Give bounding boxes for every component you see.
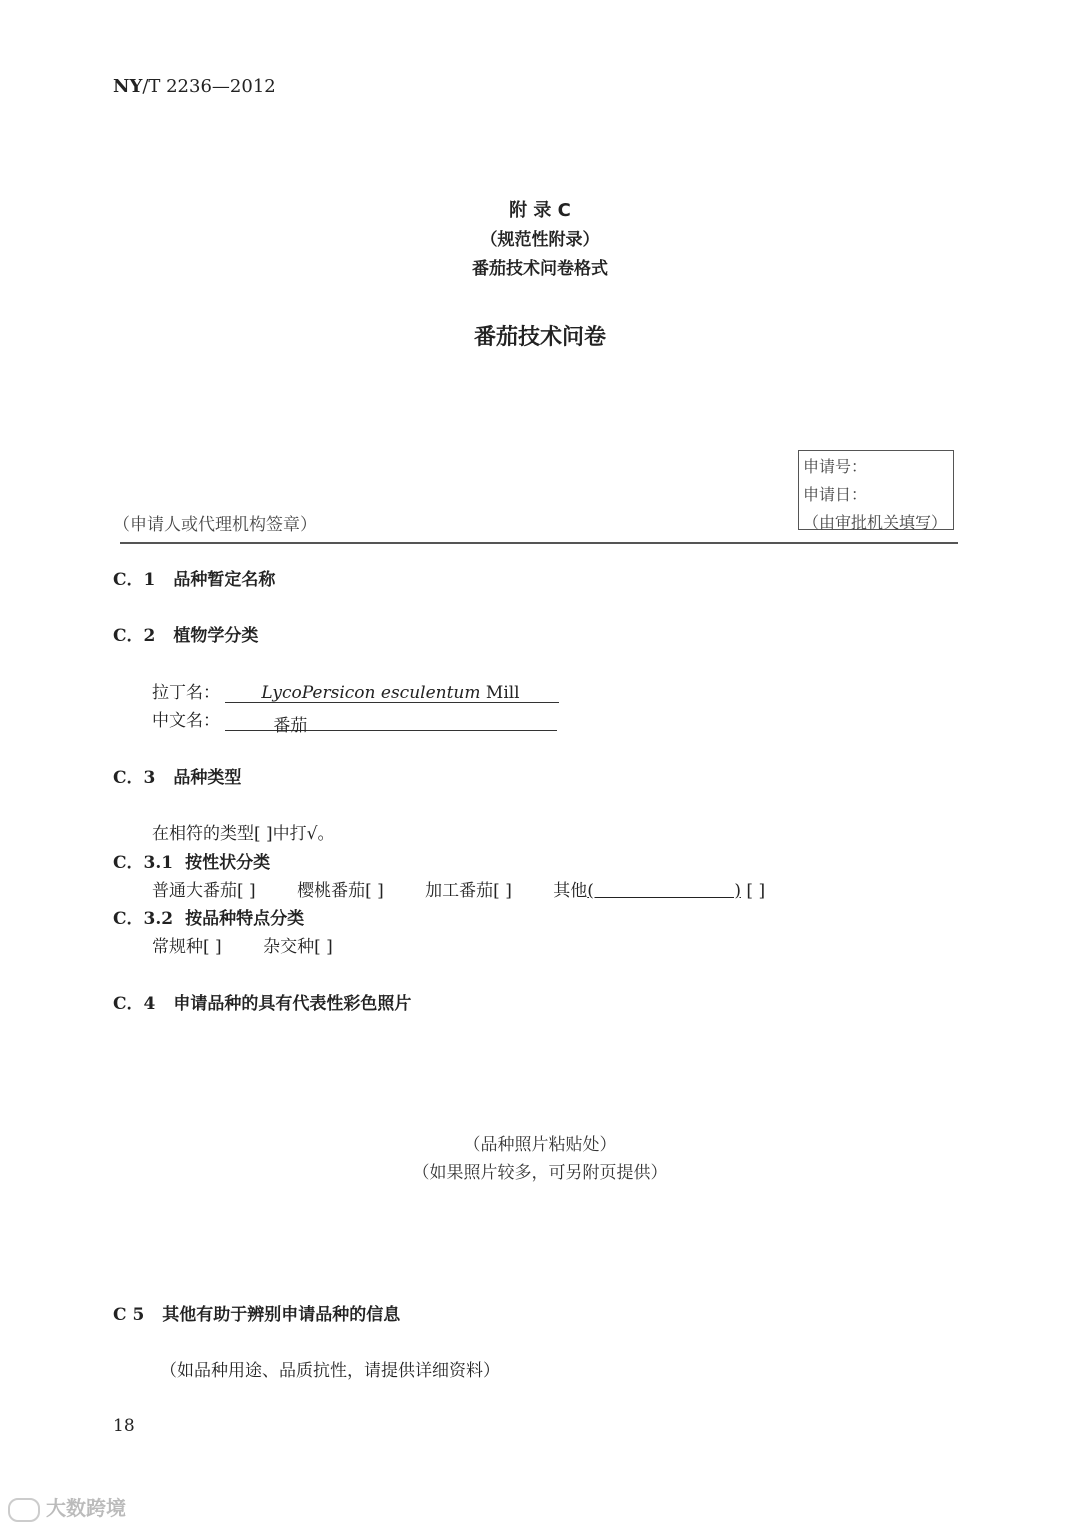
page-title: 番茄技术问卷	[473, 325, 606, 350]
photo-placeholder-note: （品种照片粘贴处）	[463, 1135, 617, 1155]
page-number: 18	[113, 1416, 135, 1436]
chinese-name-label: 中文名：	[152, 711, 220, 731]
section-c5-note: （如品种用途、品质抗性，请提供详细资料）	[160, 1361, 500, 1381]
section-c5-heading: C 5 其他有助于辨别申请品种的信息	[113, 1305, 401, 1325]
watermark: 大数跨境	[8, 1492, 126, 1522]
option-conventional[interactable]: 常规种[ ]	[152, 937, 222, 957]
application-info-box	[798, 450, 954, 530]
header-divider	[120, 542, 958, 544]
section-c3-instruction: 在相符的类型[ ]中打√。	[152, 824, 335, 844]
variety-options-row	[152, 932, 333, 957]
section-c3-heading: C．3 品种类型	[113, 768, 242, 788]
chinese-name-field: 番茄	[225, 711, 557, 731]
section-c4-heading: C．4 申请品种的具有代表性彩色照片	[113, 994, 412, 1014]
section-c32-heading: C．3.2 按品种特点分类	[113, 909, 305, 929]
chinese-name-row	[152, 706, 557, 736]
option-other-label: 其他	[553, 881, 588, 901]
photo-extra-pages-note: （如果照片较多，可另附页提供）	[412, 1163, 668, 1183]
option-regular-tomato[interactable]: 普通大番茄[ ]	[152, 881, 256, 901]
appendix-type: （规范性附录）	[480, 230, 600, 250]
latin-name-field: LycoPersicon esculentum Mill	[225, 683, 559, 703]
option-cherry-tomato[interactable]: 樱桃番茄[ ]	[297, 881, 384, 901]
appendix-name: 番茄技术问卷格式	[472, 259, 608, 279]
option-other-field[interactable]: ( )	[587, 881, 741, 901]
filled-by-authority-note: （由审批机关填写）	[803, 513, 948, 532]
section-c1-heading: C．1 品种暂定名称	[113, 570, 276, 590]
application-date-label: 申请日：	[803, 485, 868, 504]
option-other-checkbox[interactable]: [ ]	[746, 881, 766, 901]
option-hybrid[interactable]: 杂交种[ ]	[263, 937, 333, 957]
section-c2-heading: C．2 植物学分类	[113, 626, 259, 646]
standard-code: NY/T 2236—2012	[113, 76, 276, 97]
latin-name-label: 拉丁名：	[152, 683, 220, 703]
application-number-label: 申请号：	[803, 457, 868, 476]
section-c31-heading: C．3.1 按性状分类	[113, 853, 271, 873]
applicant-stamp-label: （申请人或代理机构签章）	[113, 515, 317, 535]
trait-options-row	[152, 876, 765, 901]
latin-name-row	[152, 678, 559, 703]
appendix-title: 附 录 C	[509, 200, 571, 221]
option-processing-tomato[interactable]: 加工番茄[ ]	[425, 881, 512, 901]
watermark-logo-icon	[8, 1498, 40, 1522]
